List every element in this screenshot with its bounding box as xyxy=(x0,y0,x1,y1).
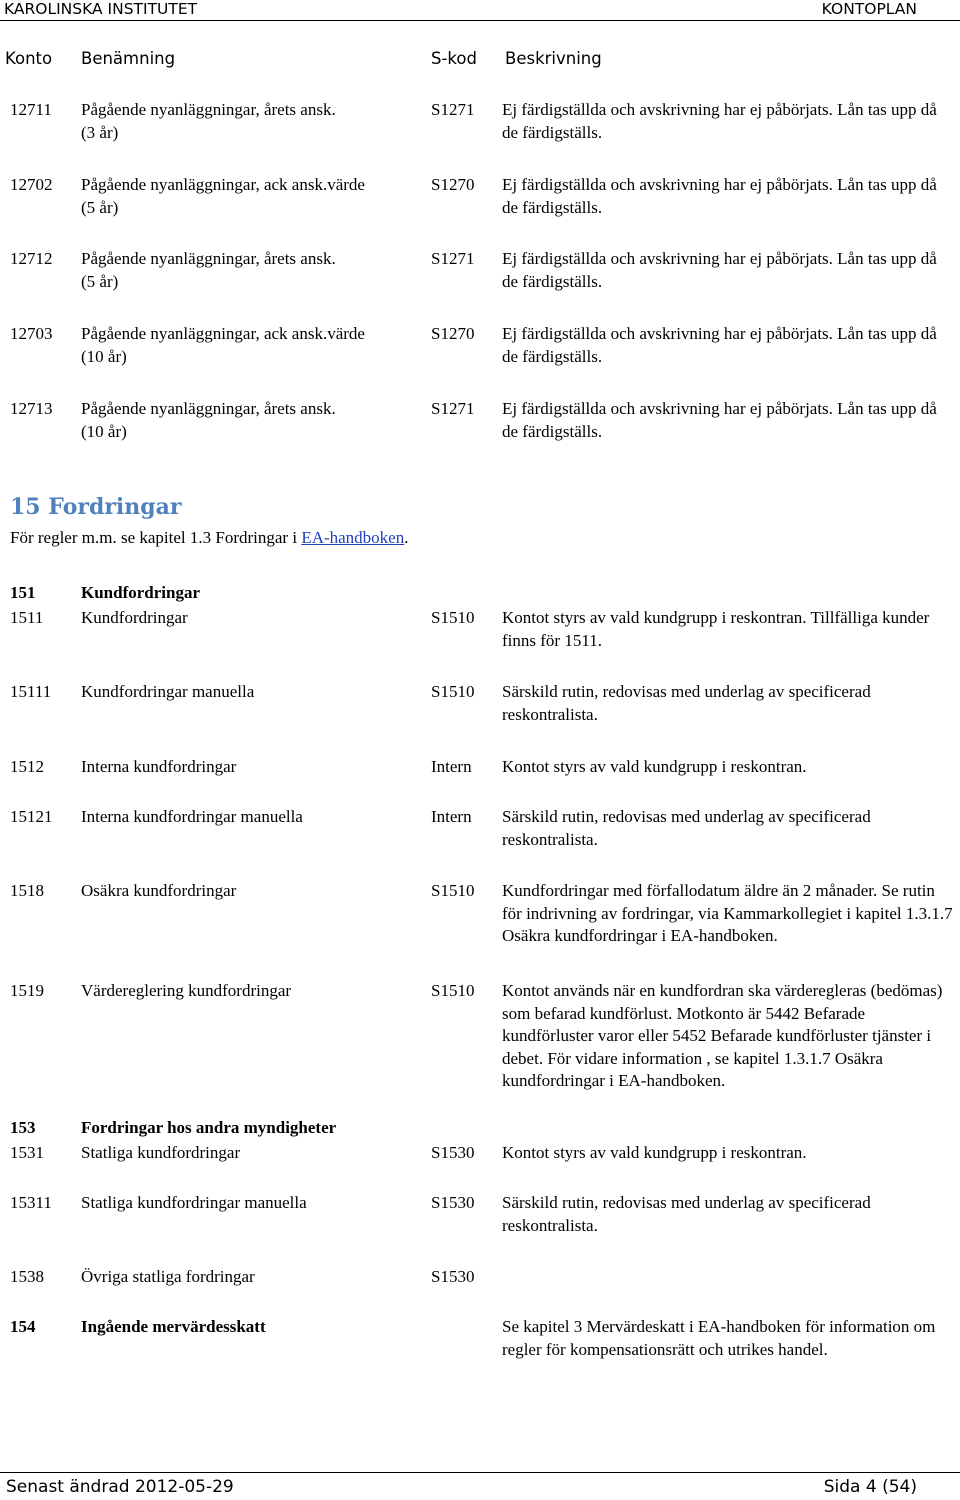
account-number: 1512 xyxy=(10,757,44,776)
column-header-beskrivning: Beskrivning xyxy=(505,49,602,68)
account-name: Pågående nyanläggningar, ack ansk.värde (10 år) xyxy=(81,324,365,366)
description: Ej färdigställda och avskrivning har ej påbörjats. Lån tas upp då de färdigställs. xyxy=(502,175,937,217)
account-name: Övriga statliga fordringar xyxy=(81,1267,255,1286)
description: Ej färdigställda och avskrivning har ej påbörjats. Lån tas upp då de färdigställs. xyxy=(502,100,937,142)
s-code: S1271 xyxy=(431,100,475,119)
description: Kundfordringar med förfallodatum äldre än 2 månader. Se rutin för indrivning av fordringar, via Kammarkollegiet i kapitel 1.3.1.7 Osäkra kundfordringar i EA-handboken. xyxy=(502,881,953,945)
last-modified: Senast ändrad 2012-05-29 xyxy=(6,1477,234,1497)
s-code: S1271 xyxy=(431,249,475,268)
s-code: S1530 xyxy=(431,1143,475,1162)
page-header xyxy=(0,0,960,21)
header-document-title: KONTOPLAN xyxy=(821,0,917,18)
description: Kontot styrs av vald kundgrupp i reskontran. xyxy=(502,757,807,776)
account-number: 12702 xyxy=(10,175,53,194)
description: Särskild rutin, redovisas med underlag av specificerad reskontralista. xyxy=(502,682,871,724)
s-code: S1271 xyxy=(431,399,475,418)
header-organization: KAROLINSKA INSTITUTET xyxy=(4,0,198,18)
account-name: Statliga kundfordringar xyxy=(81,1143,241,1162)
account-number: 12711 xyxy=(10,100,52,119)
account-name: Kundfordringar xyxy=(81,608,188,627)
s-code: S1270 xyxy=(431,175,475,194)
s-code: Intern xyxy=(431,807,472,826)
description: Ej färdigställda och avskrivning har ej påbörjats. Lån tas upp då de färdigställs. xyxy=(502,324,937,366)
description: Ej färdigställda och avskrivning har ej påbörjats. Lån tas upp då de färdigställs. xyxy=(502,249,937,291)
account-name: Statliga kundfordringar manuella xyxy=(81,1193,307,1212)
description: Kontot styrs av vald kundgrupp i reskontran. xyxy=(502,1143,807,1162)
s-code: S1510 xyxy=(431,608,475,627)
page-number: Sida 4 (54) xyxy=(823,1477,917,1497)
account-number: 12712 xyxy=(10,249,53,268)
account-number: 12703 xyxy=(10,324,53,343)
s-code: S1270 xyxy=(431,324,475,343)
column-header-benamning: Benämning xyxy=(81,49,176,68)
account-number: 15121 xyxy=(10,807,53,826)
s-code: S1510 xyxy=(431,682,475,701)
account-name: Pågående nyanläggningar, årets ansk. (5 år) xyxy=(81,249,336,291)
account-name: Pågående nyanläggningar, årets ansk. (3 år) xyxy=(81,100,336,142)
account-name: Interna kundfordringar xyxy=(81,757,237,776)
description: Kontot styrs av vald kundgrupp i reskontran. Tillfälliga kunder finns för 1511. xyxy=(502,608,930,650)
account-number: 15311 xyxy=(10,1193,52,1212)
account-number: 151 xyxy=(10,583,36,602)
account-number: 1538 xyxy=(10,1267,44,1286)
account-name: Pågående nyanläggningar, årets ansk. (10 år) xyxy=(81,399,336,441)
account-name: Interna kundfordringar manuella xyxy=(81,807,303,826)
s-code: S1510 xyxy=(431,881,475,900)
account-number: 1531 xyxy=(10,1143,44,1162)
section-note: För regler m.m. se kapitel 1.3 Fordringar i EA-handboken. xyxy=(10,528,409,547)
s-code: S1530 xyxy=(431,1193,475,1212)
description: Särskild rutin, redovisas med underlag av specificerad reskontralista. xyxy=(502,1193,871,1235)
account-name: Fordringar hos andra myndigheter xyxy=(81,1118,337,1137)
column-header-konto: Konto xyxy=(5,49,53,68)
description: Särskild rutin, redovisas med underlag av specificerad reskontralista. xyxy=(502,807,871,849)
column-header-skod: S-kod xyxy=(431,49,477,68)
s-code: Intern xyxy=(431,757,472,776)
s-code: S1510 xyxy=(431,981,475,1000)
section-title: 15 Fordringar xyxy=(10,494,182,520)
account-number: 154 xyxy=(10,1317,36,1336)
account-number: 1519 xyxy=(10,981,44,1000)
account-name: Pågående nyanläggningar, ack ansk.värde (5 år) xyxy=(81,175,365,217)
account-number: 12713 xyxy=(10,399,53,418)
account-name: Ingående mervärdesskatt xyxy=(81,1317,266,1336)
description: Ej färdigställda och avskrivning har ej påbörjats. Lån tas upp då de färdigställs. xyxy=(502,399,937,441)
account-number: 1511 xyxy=(10,608,44,627)
description: Se kapitel 3 Mervärdeskatt i EA-handboken för information om regler för kompensationsrätt och utrikes handel. xyxy=(502,1317,936,1359)
account-name: Kundfordringar xyxy=(81,583,201,602)
ea-handbook-link[interactable]: EA-handboken xyxy=(301,528,405,547)
account-name: Osäkra kundfordringar xyxy=(81,881,237,900)
description: Kontot används när en kundfordran ska värderegleras (bedömas) som befarad kundförlust. Motkonto är 5442 Befarade kundförluster varor eller 5452 Befarade kundförluster tjänster i debet. För vidare information , se kapitel 1.3.1.7 Osäkra kundfordringar i EA-handboken. xyxy=(502,981,943,1090)
account-number: 15111 xyxy=(10,682,52,701)
s-code: S1530 xyxy=(431,1267,475,1286)
account-number: 1518 xyxy=(10,881,44,900)
page-footer xyxy=(0,1472,960,1499)
account-name: Kundfordringar manuella xyxy=(81,682,255,701)
account-name: Värdereglering kundfordringar xyxy=(81,981,292,1000)
account-number: 153 xyxy=(10,1118,36,1137)
